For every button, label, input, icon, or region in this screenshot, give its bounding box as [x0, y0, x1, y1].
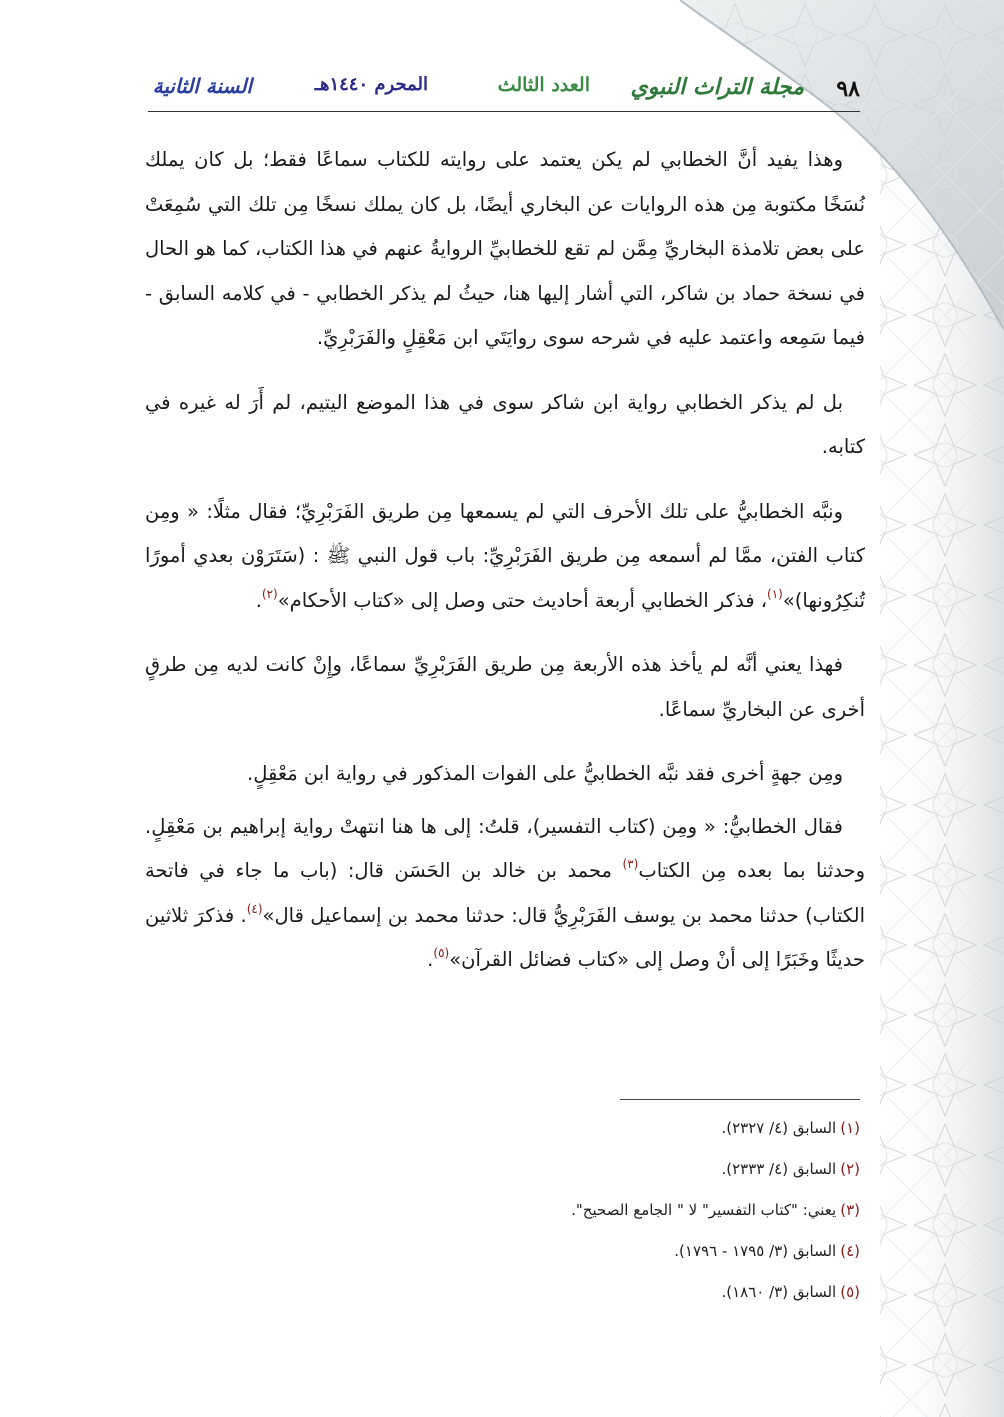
- issue-date: المحرم ١٤٤٠هـ: [314, 74, 428, 95]
- footnote-text: السابق (٤/ ٢٣٣٣).: [721, 1160, 837, 1178]
- footnote-ref-3[interactable]: (٣): [622, 857, 639, 871]
- footnote-number: (٥): [840, 1283, 860, 1301]
- paragraph-2: بل لم يذكر الخطابي رواية ابن شاكر سوى في هذا الموضع اليتيم، لم أَرَ له غيره في كتابه.: [145, 390, 865, 458]
- paragraph-4: فهذا يعني أنَّه لم يأخذ هذه الأربعة مِن طريق الفَرَبْرِيِّ سماعًا، وإِنْ كانت لديه مِن طرقٍ أخرى عن البخاريِّ سماعًا.: [145, 653, 865, 721]
- footnote-ref-2[interactable]: (٢): [261, 586, 278, 601]
- footnote-item: [380, 1149, 860, 1190]
- paragraph-6: [145, 805, 865, 983]
- footnote-text: السابق (٣/ ١٧٩٥ - ١٧٩٦).: [674, 1242, 837, 1260]
- footnote-text: السابق (٣/ ١٨٦٠).: [721, 1283, 837, 1301]
- footnote-number: (١): [840, 1119, 860, 1137]
- footnote-ref-5[interactable]: (٥): [433, 946, 450, 960]
- footnote-item: [380, 1108, 860, 1149]
- page-number: ٩٨: [836, 76, 860, 102]
- paragraph-3-text-b: ، فذكر الخطابي أربعة أحاديث حتى وصل إلى «كتاب الأحكام»: [277, 588, 768, 612]
- footnotes-list: [380, 1108, 860, 1313]
- footnote-item: [380, 1231, 860, 1272]
- paragraph-3: [145, 490, 865, 624]
- footnote-text: يعني: "كتاب التفسير" لا " الجامع الصحيح".: [571, 1201, 837, 1219]
- paragraph-5: ومِن جهةٍ أخرى فقد نبَّه الخطابيُّ على الفوات المذكور في رواية ابن مَعْقِلٍ.: [247, 762, 843, 785]
- footnote-ref-4[interactable]: (٤): [246, 901, 263, 916]
- page-header: [148, 68, 860, 112]
- footnote-ref-1[interactable]: (١): [767, 586, 783, 601]
- paragraph-6-text-c: . فذكرَ ثلاثين حديثًا وخَبَرًا إلى أنْ وصل إلى «كتاب فضائل القرآن»: [145, 903, 865, 971]
- paragraph-6-text-b: محمد بن خالد بن الحَسَن قال: (باب ما جاء في فاتحة الكتاب) حدثنا محمد بن يوسف الفَرَبْرِيُّ قال: حدثنا محمد بن إسماعيل قال»: [145, 859, 865, 927]
- footnote-text: السابق (٤/ ٢٣٢٧).: [721, 1119, 837, 1137]
- footnote-item: [380, 1272, 860, 1313]
- paragraph-3-text-c: .: [255, 588, 262, 612]
- footnote-item: [380, 1190, 860, 1231]
- issue-label: العدد الثالث: [497, 74, 590, 96]
- header-divider: [148, 111, 860, 112]
- paragraph-3-text-a: ونبَّه الخطابيُّ على تلك الأحرف التي لم يسمعها مِن طريق الفَرَبْرِيِّ؛ فقال مثلًا: « ومِن كتاب الفتن، ممَّا لم أسمعه مِن طريق الفَرَبْرِيِّ: باب قول النبي ﷺ : (سَتَرَوْن بعدي أمورًا تُنكِرُونها)»: [145, 499, 865, 612]
- main-text: [145, 138, 865, 1003]
- footnote-divider: [620, 1099, 860, 1100]
- paragraph-6-text-a: فقال الخطابيُّ: « ومِن (كتاب التفسير)، قلتُ: إلى ها هنا انتهتْ رواية إبراهيم بن مَعْقِلٍ. وحدثنا بما بعده مِن الكتاب: [145, 814, 865, 882]
- footnote-number: (٢): [840, 1160, 860, 1178]
- volume-year: السنة الثانية: [152, 74, 252, 98]
- paragraph-1: وهذا يفيد أنَّ الخطابي لم يكن يعتمد على روايته للكتاب سماعًا فقط؛ بل كان يملك نُسَخًا مكتوبة مِن هذه الروايات عن البخاري أيضًا، بل كان يملك نسخًا مِن تلك التي سُمِعَتْ على بعض تلامذة البخاريِّ مِمَّن لم تقع للخطابيِّ الروايةُ عنهم في هذا الكتاب، كما هو الحال في نسخة حماد بن شاكر، التي أشار إليها هنا، حيثُ لم يذكر الخطابي - في كلامه السابق - فيما سَمِعه واعتمد عليه في شرحه سوى روايَتَي ابن مَعْقِلٍ والفَرَبْرِيِّ.: [145, 148, 865, 349]
- paragraph-6-text-d: .: [427, 948, 434, 971]
- footnote-number: (٣): [840, 1201, 860, 1219]
- footnote-number: (٤): [840, 1242, 860, 1260]
- journal-title: مجلة التراث النبوي: [630, 74, 804, 100]
